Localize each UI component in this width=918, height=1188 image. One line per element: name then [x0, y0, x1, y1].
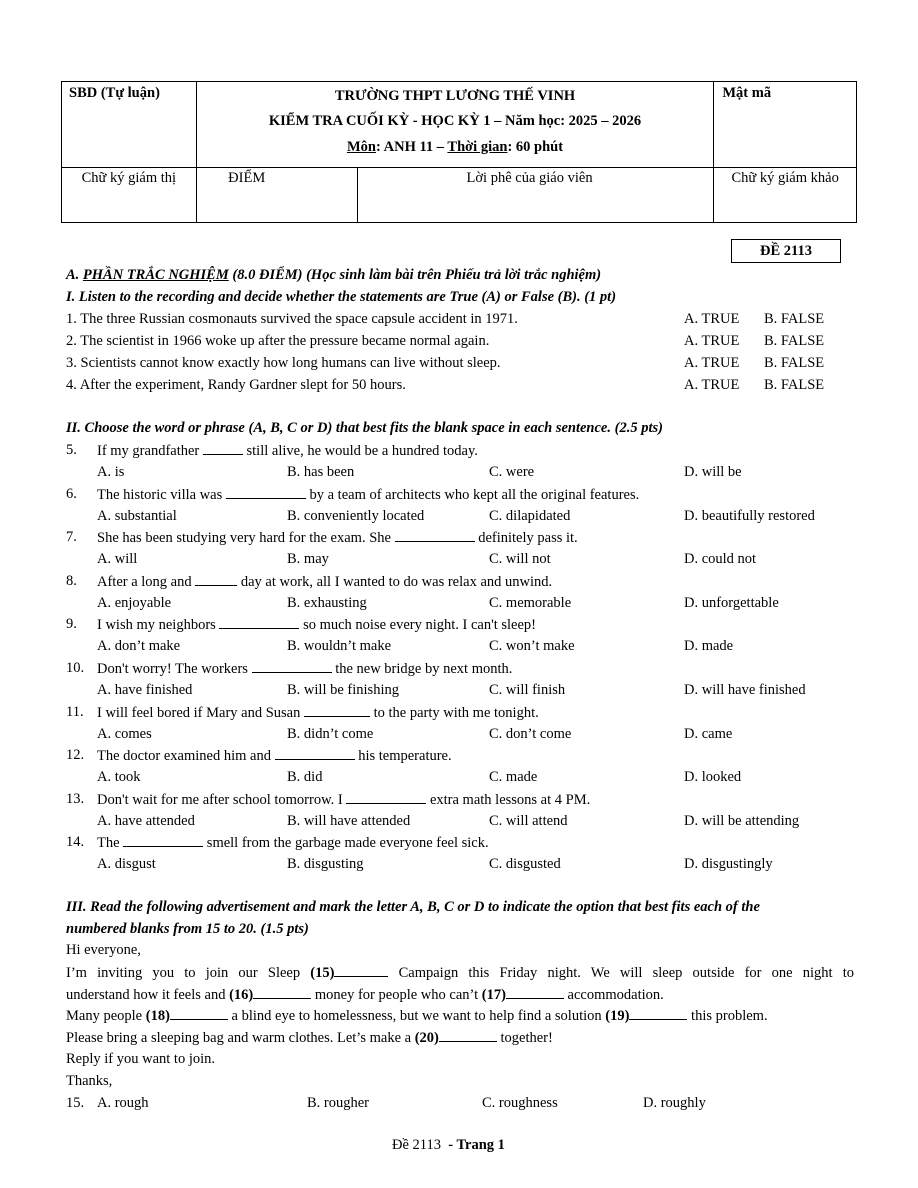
question-stem: The doctor examined him and his temperature. [97, 748, 452, 765]
option-a: A. rough [97, 1095, 149, 1111]
part2-heading: II. Choose the word or phrase (A, B, C or D) that best fits the blank space in each sentence. (2.5 pts) [66, 420, 663, 436]
exam-code-box: ĐỀ 2113 [731, 239, 841, 263]
examiner-signature-label: Chữ ký giám khảo [731, 170, 839, 186]
option-d: D. will be [684, 464, 742, 480]
option-c: C. dilapidated [489, 507, 571, 524]
sbd-label: SBD (Tự luận) [69, 85, 160, 101]
option-d: D. will have finished [684, 682, 806, 698]
tf-statement: 2. The scientist in 1966 woke up after the pressure became normal again. [66, 333, 490, 349]
code-label: Mật mã [722, 85, 772, 101]
ad-line-3: Many people (18) a blind eye to homelessness, but we want to help find a solution (19) this problem. [66, 1008, 768, 1024]
answer-blank [304, 704, 370, 717]
tf-option-false: B. FALSE [764, 311, 825, 327]
question-stem: I will feel bored if Mary and Susan to the party with me tonight. [97, 704, 539, 721]
school-info-cell [196, 82, 714, 168]
option-b: B. rougher [307, 1095, 370, 1111]
option-b: B. will be finishing [287, 682, 399, 698]
option-a: A. substantial [97, 507, 177, 524]
proctor-signature-cell [62, 168, 197, 223]
option-c: C. don’t come [489, 725, 572, 742]
tf-option-false: B. FALSE [764, 355, 825, 371]
option-c: C. were [489, 464, 535, 480]
answer-blank [275, 747, 355, 760]
option-b: B. wouldn’t make [287, 638, 392, 655]
tf-option-true: A. TRUE [684, 311, 740, 327]
answer-blank [252, 660, 332, 673]
option-d: D. disgustingly [684, 856, 773, 873]
blank-20 [439, 1029, 497, 1042]
answer-blank [219, 616, 299, 629]
option-a: A. have attended [97, 812, 195, 829]
question-number: 10. [66, 660, 85, 676]
question-number: 13. [66, 790, 85, 807]
answer-blank [395, 529, 475, 542]
option-d: D. could not [684, 551, 757, 568]
score-cell [196, 168, 357, 223]
option-c: C. disgusted [489, 856, 561, 873]
part3-heading-line1: III. Read the following advertisement and mark the letter A, B, C or D to indicate the option that best fits each of the [66, 899, 760, 915]
question-number: 14. [66, 834, 85, 851]
examiner-signature-cell [714, 168, 857, 223]
part1-heading: I. Listen to the recording and decide whether the statements are True (A) or False (B). (1 pt) [66, 289, 617, 305]
option-d: D. made [684, 638, 734, 655]
school-name: TRƯỜNG THPT LƯƠNG THẾ VINH [334, 88, 576, 104]
blank-15 [334, 964, 388, 977]
answer-blank [226, 486, 306, 499]
blank-16 [253, 986, 311, 999]
answer-blank [346, 791, 426, 804]
sbd-cell [62, 82, 197, 168]
option-b: B. did [287, 769, 323, 786]
question-number: 5. [66, 442, 77, 458]
code-cell [714, 82, 857, 168]
question-stem: I wish my neighbors so much noise every night. I can't sleep! [97, 617, 536, 634]
section-a-heading: A. PHẦN TRẮC NGHIỆM (8.0 ĐIỂM) (Học sinh làm bài trên Phiếu trả lời trắc nghiệm) [66, 267, 602, 283]
tf-option-true: A. TRUE [684, 377, 740, 393]
comment-label: Lời phê của giáo viên [466, 170, 593, 186]
option-b: B. may [287, 551, 329, 568]
option-a: A. comes [97, 725, 152, 742]
question-stem: The historic villa was by a team of architects who kept all the original features. [97, 486, 640, 503]
tf-statement: 3. Scientists cannot know exactly how long humans can live without sleep. [66, 355, 501, 371]
question-number: 6. [66, 485, 77, 502]
question-number: 12. [66, 747, 85, 764]
option-a: A. enjoyable [97, 594, 172, 611]
subject-line: Môn: ANH 11 – Thời gian: 60 phút [346, 139, 564, 155]
option-a: A. took [97, 769, 141, 786]
question-number: 15. [66, 1095, 85, 1111]
option-b: B. will have attended [287, 812, 411, 829]
question-number: 8. [66, 572, 77, 589]
option-c: C. made [489, 769, 538, 786]
tf-option-false: B. FALSE [764, 377, 825, 393]
tf-statement: 4. After the experiment, Randy Gardner slept for 50 hours. [66, 377, 406, 393]
ad-line-4: Please bring a sleeping bag and warm clothes. Let’s make a (20) together! [66, 1030, 553, 1046]
option-d: D. looked [684, 769, 742, 786]
question-stem: She has been studying very hard for the exam. She definitely pass it. [97, 530, 578, 547]
tf-option-false: B. FALSE [764, 333, 825, 349]
answer-blank [195, 573, 237, 586]
option-b: B. exhausting [287, 594, 367, 611]
blank-18 [170, 1007, 228, 1020]
exam-title: KIỂM TRA CUỐI KỲ - HỌC KỲ 1 – Năm học: 2025 – 2026 [268, 113, 642, 129]
question-number: 7. [66, 529, 77, 546]
tf-option-true: A. TRUE [684, 355, 740, 371]
question-number: 9. [66, 616, 77, 633]
option-b: B. disgusting [287, 856, 364, 873]
option-c: C. will finish [489, 682, 566, 698]
exam-header-table [61, 81, 857, 223]
option-a: A. will [97, 551, 138, 568]
question-stem: Don't wait for me after school tomorrow. I extra math lessons at 4 PM. [97, 791, 591, 808]
ad-greeting: Hi everyone, [66, 942, 141, 958]
option-a: A. is [97, 464, 125, 480]
option-b: B. has been [287, 464, 355, 480]
option-c: C. will attend [489, 812, 568, 829]
ad-reply: Reply if you want to join. [66, 1051, 216, 1067]
option-c: C. will not [489, 551, 551, 568]
option-b: B. didn’t come [287, 725, 374, 742]
option-d: D. beautifully restored [684, 507, 815, 524]
option-d: D. will be attending [684, 812, 800, 829]
score-label: ĐIỂM [228, 170, 266, 186]
ad-line-1: I’m inviting you to join our Sleep (15) Campaign this Friday night. We will sleep outside for one night to [66, 965, 854, 981]
answer-blank [123, 834, 203, 847]
question-stem: The smell from the garbage made everyone feel sick. [97, 835, 489, 852]
question-stem: Don't worry! The workers the new bridge by next month. [97, 661, 513, 677]
option-b: B. conveniently located [287, 507, 425, 524]
question-stem: If my grandfather still alive, he would be a hundred today. [97, 443, 478, 459]
option-c: C. memorable [489, 594, 572, 611]
question-number: 11. [66, 703, 84, 720]
ad-line-2: understand how it feels and (16) money for people who can’t (17) accommodation. [66, 987, 664, 1003]
option-c: C. won’t make [489, 638, 575, 655]
tf-statement: 1. The three Russian cosmonauts survived the space capsule accident in 1971. [66, 311, 518, 327]
tf-option-true: A. TRUE [684, 333, 740, 349]
option-d: D. came [684, 725, 733, 742]
option-a: A. have finished [97, 682, 193, 698]
answer-blank [203, 442, 243, 455]
blank-19 [629, 1007, 687, 1020]
ad-thanks: Thanks, [66, 1073, 113, 1089]
proctor-signature-label: Chữ ký giám thị [81, 170, 177, 186]
option-c: C. roughness [482, 1095, 558, 1111]
comment-cell [357, 168, 714, 223]
option-d: D. unforgettable [684, 594, 779, 611]
page-footer: Đề 2113 - Trang 1 [392, 1137, 505, 1153]
part3-heading-line2: numbered blanks from 15 to 20. (1.5 pts) [66, 921, 309, 937]
option-d: D. roughly [643, 1095, 706, 1111]
blank-17 [506, 986, 564, 999]
option-a: A. disgust [97, 856, 156, 873]
option-a: A. don’t make [97, 638, 181, 655]
question-stem: After a long and day at work, all I wanted to do was relax and unwind. [97, 573, 553, 590]
